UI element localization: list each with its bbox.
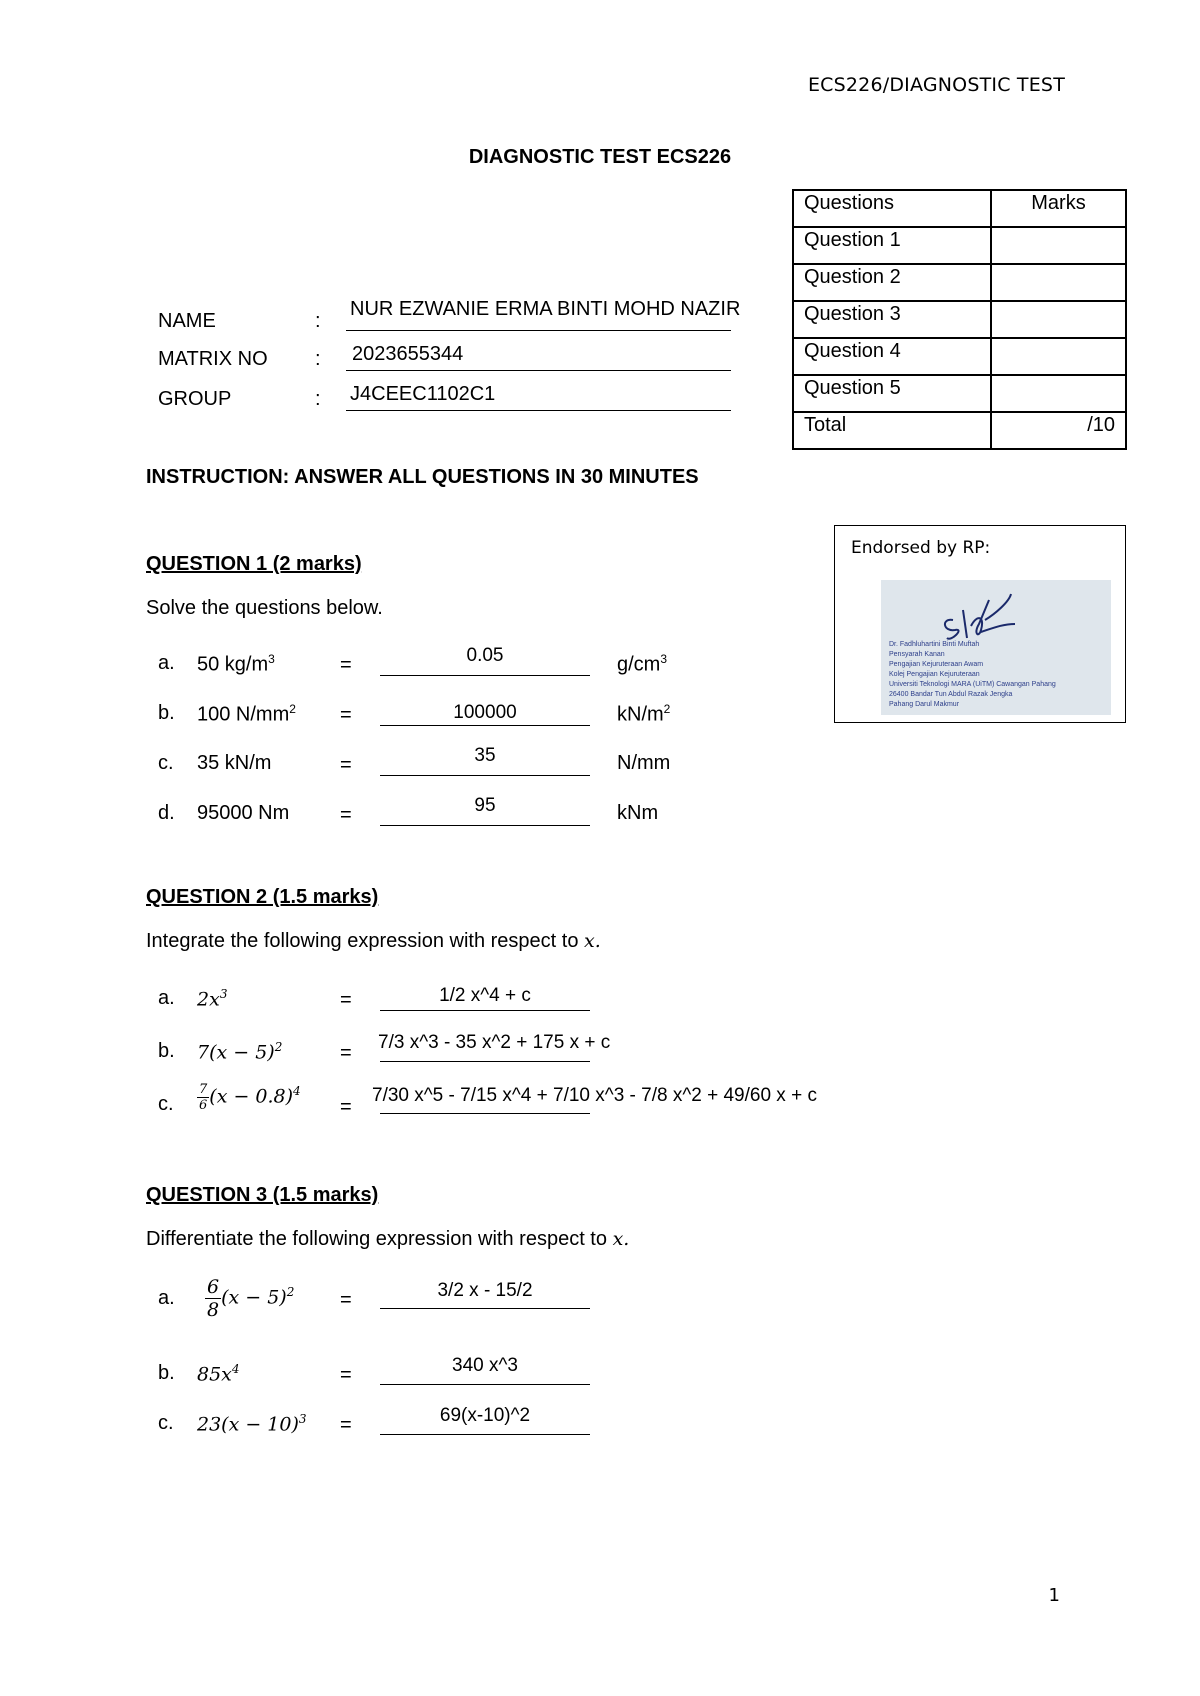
- equals-sign: =: [340, 654, 352, 676]
- answer-value: 1/2 x^4 + c: [439, 985, 531, 1006]
- answer-underline: [380, 1434, 590, 1435]
- header-marks: Marks: [991, 190, 1126, 227]
- answer-underline: [380, 725, 590, 726]
- table-row: [793, 338, 1126, 375]
- item-unit: kNm: [617, 802, 659, 824]
- row-label: Question 3: [793, 301, 991, 338]
- answer-underline: [380, 1061, 590, 1062]
- group-value: J4CEEC1102C1: [350, 383, 496, 405]
- item-expression-group: [205, 1276, 294, 1321]
- matrix-value: 2023655344: [352, 343, 464, 365]
- page-title: DIAGNOSTIC TEST ECS226: [468, 146, 732, 168]
- q3-description-var: x.: [612, 1228, 630, 1250]
- endorsement-title: Endorsed by RP:: [851, 538, 991, 558]
- header-questions: Questions: [793, 190, 991, 227]
- endorsement-box: [834, 525, 1126, 723]
- stamp-text: [889, 640, 1056, 710]
- name-label: NAME: [158, 310, 216, 332]
- item-fraction: [205, 1276, 221, 1321]
- item-unit-sup: 2: [663, 702, 671, 716]
- instruction: INSTRUCTION: ANSWER ALL QUESTIONS IN 30 MINUTES: [146, 466, 699, 488]
- table-row: [793, 301, 1126, 338]
- answer-value: 7/30 x^5 - 7/15 x^4 + 7/10 x^3 - 7/8 x^2 + 49/60 x + c: [372, 1085, 817, 1106]
- total-value: /10: [991, 412, 1126, 449]
- marks-table: [792, 189, 1127, 450]
- item-expression-sup: 3: [298, 1412, 307, 1426]
- item-fraction: [197, 1082, 209, 1113]
- answer-underline: [380, 825, 590, 826]
- fraction-numerator: 7: [199, 1082, 208, 1097]
- answer-value: 35: [474, 745, 496, 766]
- item-expression: 2x: [197, 988, 220, 1011]
- equals-sign: =: [340, 754, 352, 776]
- group-underline: [346, 410, 731, 411]
- answer-value: 95: [474, 795, 496, 816]
- item-letter: c.: [158, 752, 174, 774]
- group-label: GROUP: [158, 388, 232, 410]
- q2-heading: QUESTION 2 (1.5 marks): [146, 886, 379, 908]
- answer-underline: [380, 1113, 590, 1114]
- q2-description-text: Integrate the following expression with respect to: [146, 930, 579, 952]
- signature-stamp: [881, 580, 1111, 715]
- answer-value: 69(x-10)^2: [439, 1405, 531, 1426]
- equals-sign: =: [340, 1364, 352, 1386]
- row-mark: [991, 301, 1126, 338]
- item-unit: kN/m: [617, 703, 664, 726]
- item-expression: (x − 5): [221, 1286, 287, 1309]
- stamp-line: 26400 Bandar Tun Abdul Razak Jengka: [889, 691, 1013, 698]
- equals-sign: =: [340, 1414, 352, 1436]
- item-lhs-sup: 2: [289, 702, 296, 716]
- item-expression-sup: 4: [231, 1362, 240, 1376]
- item-letter: c.: [158, 1093, 174, 1115]
- q1-description: Solve the questions below.: [146, 597, 383, 619]
- answer-value: 100000: [453, 702, 517, 723]
- item-lhs: 50 kg/m: [197, 653, 269, 676]
- item-expression: 85x: [197, 1363, 232, 1386]
- item-letter: a.: [158, 652, 175, 674]
- answer-underline: [380, 1010, 590, 1011]
- table-row: [793, 227, 1126, 264]
- item-lhs-sup: 3: [268, 652, 275, 666]
- item-expression: 23(x − 10): [197, 1413, 299, 1436]
- answer-value: 7/3 x^3 - 35 x^2 + 175 x + c: [378, 1032, 611, 1053]
- equals-sign: =: [340, 1289, 352, 1311]
- q2-description-var: x.: [584, 930, 601, 952]
- total-label: Total: [793, 412, 991, 449]
- answer-value: 0.05: [466, 645, 504, 666]
- stamp-line: Pengajian Kejuruteraan Awam: [889, 661, 984, 668]
- row-mark: [991, 264, 1126, 301]
- item-letter: a.: [158, 1287, 175, 1309]
- q2-description: [146, 930, 601, 953]
- item-letter: b.: [158, 1362, 175, 1384]
- answer-underline: [380, 1308, 590, 1309]
- item-letter: a.: [158, 987, 175, 1009]
- equals-sign: =: [340, 989, 352, 1011]
- item-expression-sup: 2: [286, 1285, 295, 1300]
- row-label: Question 1: [793, 227, 991, 264]
- item-expression-sup: 3: [219, 987, 228, 1001]
- q3-heading: QUESTION 3 (1.5 marks): [146, 1184, 379, 1206]
- equals-sign: =: [340, 1042, 352, 1064]
- row-label: Question 2: [793, 264, 991, 301]
- item-lhs: 100 N/mm: [197, 703, 290, 726]
- answer-underline: [380, 775, 590, 776]
- table-row: [793, 375, 1126, 412]
- matrix-label: MATRIX NO: [158, 348, 268, 370]
- name-colon: :: [315, 310, 321, 332]
- stamp-line: Pensyarah Kanan: [889, 651, 945, 658]
- answer-underline: [380, 675, 590, 676]
- answer-value: 340 x^3: [452, 1355, 518, 1376]
- marks-table-header: [793, 190, 1126, 227]
- row-label: Question 4: [793, 338, 991, 375]
- group-colon: :: [315, 388, 321, 410]
- stamp-line: Universiti Teknologi MARA (UiTM) Cawangan Pahang: [889, 681, 1056, 688]
- item-expression-sup: 4: [293, 1084, 301, 1099]
- matrix-colon: :: [315, 348, 321, 370]
- item-unit: g/cm: [617, 653, 661, 676]
- item-lhs: 95000 Nm: [197, 802, 290, 824]
- q3-description-text: Differentiate the following expression with respect to: [146, 1228, 607, 1250]
- stamp-line: Kolej Pengajian Kejuruteraan: [889, 671, 980, 678]
- fraction-denominator: 8: [207, 1299, 220, 1321]
- item-letter: c.: [158, 1412, 174, 1434]
- item-expression-sup: 2: [274, 1040, 283, 1054]
- item-letter: d.: [158, 802, 175, 824]
- fraction-numerator: 6: [207, 1276, 220, 1298]
- total-row: [793, 412, 1126, 449]
- name-value: NUR EZWANIE ERMA BINTI MOHD NAZIR: [350, 298, 741, 320]
- stamp-line: Pahang Darul Makmur: [889, 701, 960, 708]
- name-underline: [346, 330, 731, 331]
- item-expression-group: [197, 1082, 301, 1113]
- item-expression: (x − 0.8): [209, 1085, 294, 1108]
- matrix-underline: [346, 370, 731, 371]
- q3-description: [146, 1228, 629, 1251]
- table-row: [793, 264, 1126, 301]
- equals-sign: =: [340, 704, 352, 726]
- equals-sign: =: [340, 1096, 352, 1118]
- item-letter: b.: [158, 1040, 175, 1062]
- item-unit: N/mm: [617, 752, 671, 774]
- item-letter: b.: [158, 702, 175, 724]
- running-header: ECS226/DIAGNOSTIC TEST: [807, 74, 1065, 96]
- row-mark: [991, 338, 1126, 375]
- answer-value: 3/2 x - 15/2: [437, 1280, 533, 1301]
- answer-underline: [380, 1384, 590, 1385]
- row-label: Question 5: [793, 375, 991, 412]
- q1-heading: QUESTION 1 (2 marks): [146, 553, 362, 575]
- item-expression: 7(x − 5): [197, 1041, 275, 1064]
- equals-sign: =: [340, 804, 352, 826]
- fraction-denominator: 6: [199, 1098, 208, 1113]
- page-number: 1: [1048, 1585, 1060, 1606]
- stamp-line: Dr. Fadhluhartini Binti Muftah: [889, 641, 980, 648]
- item-unit-sup: 3: [660, 652, 668, 666]
- item-lhs: 35 kN/m: [197, 752, 272, 774]
- row-mark: [991, 375, 1126, 412]
- row-mark: [991, 227, 1126, 264]
